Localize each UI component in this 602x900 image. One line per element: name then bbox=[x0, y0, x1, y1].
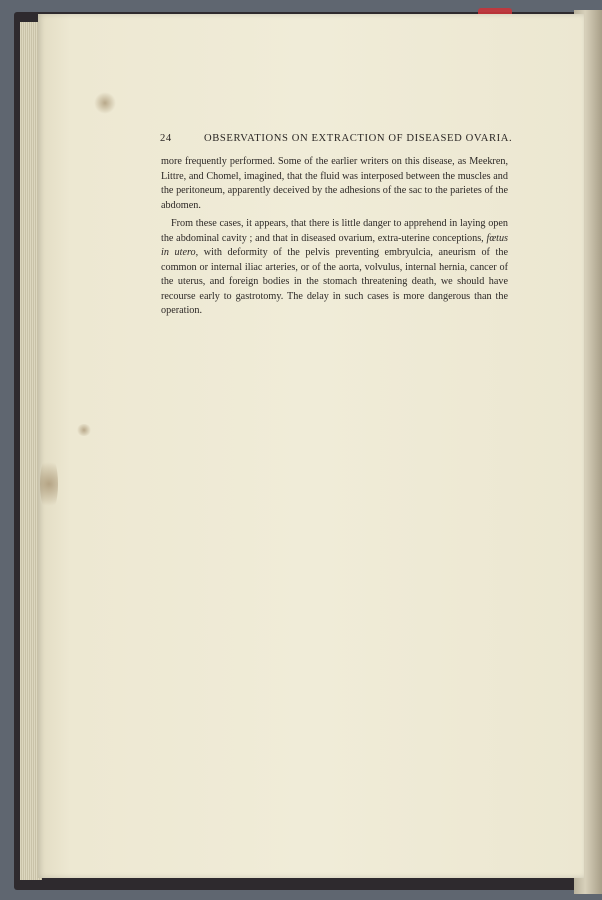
foxing-stain bbox=[94, 92, 116, 114]
running-title: OBSERVATIONS ON EXTRACTION OF DISEASED OVARIA. bbox=[204, 133, 513, 144]
foxing-stain bbox=[40, 454, 58, 514]
paragraph-2-part-2: , with deformity of the pelvis preventing embryulcia, aneurism of the common or internal iliac arteries, or of the aorta, volvulus, internal hernia, cancer of the uterus, and foreign bodies in the stomach threatening death, we should have recourse early to gastrotomy. The delay in such cases is more dangerous than the operation. bbox=[161, 247, 508, 316]
paragraph-2-part-1: From these cases, it appears, that there is little danger to apprehend in laying open the abdominal cavity ; and that in diseased ovarium, extra-uterine conceptions, bbox=[161, 218, 508, 244]
body-text bbox=[161, 155, 508, 319]
foxing-stain bbox=[76, 424, 92, 436]
paragraph-2-italic: fœtus in utero bbox=[161, 232, 508, 258]
page-number: 24 bbox=[160, 133, 172, 144]
paragraph-1: more frequently performed. Some of the earlier writers on this disease, as Meekren, Littre, and Chomel, imagined, that the fluid was interposed between the muscles and the peritoneum, apparently deceived by the adhesions of the sac to the parietes of the abdomen. bbox=[161, 156, 508, 211]
paragraph-2 bbox=[161, 217, 508, 319]
running-header bbox=[160, 133, 513, 144]
